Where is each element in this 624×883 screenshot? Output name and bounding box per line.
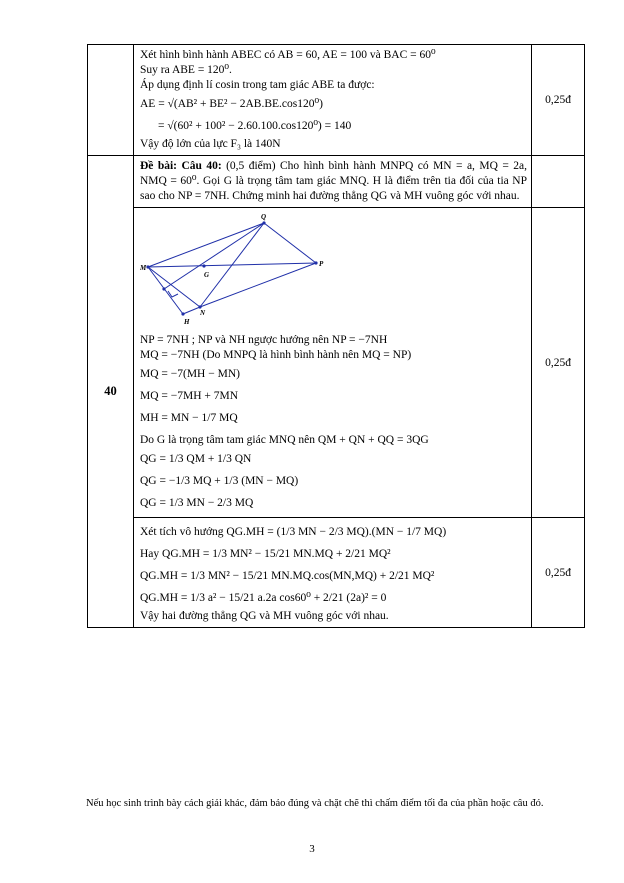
r3-line-5: MH = MN − 1/7 MQ [140,412,238,424]
r1-line-5: = √(60² + 100² − 2.60.100.cos120⁰) = 140 [158,120,352,132]
parallelogram-figure [140,211,340,329]
r4-line-5: Vậy hai đường thẳng QG và MH vuông góc với nhau. [140,610,389,622]
r1-line-3: Áp dụng định lí cosin trong tam giác ABE ta được: [140,79,375,91]
row-question-40-part-2 [88,518,585,628]
score-cell-2: 0,25đ [532,208,585,518]
row-question-39-end [88,45,585,156]
score-cell-1: 0,25đ [532,45,585,156]
grading-note: Nếu học sinh trình bày cách giải khác, đảm bảo đúng và chặt chẽ thì chấm điểm tối đa của phần hoặc câu đó. [86,798,544,809]
r3-line-7: QG = 1/3 QM + 1/3 QN [140,453,252,465]
score-cell-3: 0,25đ [532,518,585,628]
solution-cell-1 [134,45,532,156]
question-number-cell: 40 [88,156,134,628]
r3-line-2: MQ = −7NH (Do MNPQ là hình bình hành nên MQ = NP) [140,349,412,361]
segment-NH [183,307,200,314]
solution-table [87,44,585,628]
solution-cell-2 [134,208,532,518]
r4-line-3: QG.MH = 1/3 MN² − 15/21 MN.MQ.cos(MN,MQ) + 2/21 MQ² [140,570,435,582]
r1-line-1: Xét hình bình hành ABEC có AB = 60, AE = 100 và BAC = 60⁰ [140,49,436,61]
segment-QG [164,223,264,289]
problem-statement [140,159,527,204]
segment-MQ [148,223,264,267]
r3-line-6: Do G là trọng tâm tam giác MNQ nên QM + QN + QQ = 3QG [140,434,429,446]
label-H: H [184,318,190,326]
r4-line-4: QG.MH = 1/3 a² − 15/21 a.2a cos60⁰ + 2/21 (2a)² = 0 [140,592,387,604]
segment-QP [264,223,316,263]
segment-PN [200,263,316,307]
question-number-cell-empty [88,45,134,156]
label-M: M [140,264,147,272]
label-N: N [200,309,206,317]
r1-line-4: AE = √(AB² + BE² − 2AB.BE.cos120⁰) [140,98,323,110]
label-G: G [204,271,210,279]
label-P: P [319,260,324,268]
problem-statement-cell [134,156,532,208]
r4-line-1: Xét tích vô hướng QG.MH = (1/3 MN − 2/3 MQ).(MN − 1/7 MQ) [140,526,447,538]
problem-text: (0,5 điểm) Cho hình bình hành MNPQ có MN = a, MQ = 2a, NMQ = 60⁰. Gọi G là trọng tâm tam giác MNQ. H là điểm trên tia đối của tia NP sao cho NP = 7NH. Chứng minh hai đường thẳng QG và MH vuông góc với nhau. [140,160,527,202]
r3-line-9: QG = 1/3 MN − 2/3 MQ [140,497,254,509]
label-Q: Q [261,213,267,221]
row-question-40-part-1 [88,208,585,518]
row-question-40-statement [88,156,585,208]
r3-line-3: MQ = −7(MH − MN) [140,368,240,380]
page-number: 3 [309,843,315,855]
solution-cell-3 [134,518,532,628]
r1-line-6: Vậy độ lớn của lực F₃ là 140N [140,138,281,150]
problem-title: Đề bài: Câu 40: [140,160,222,172]
r3-line-4: MQ = −7MH + 7MN [140,390,239,402]
score-cell-empty [532,156,585,208]
r1-line-2: Suy ra ABE = 120⁰. [140,64,232,76]
r3-line-1: NP = 7NH ; NP và NH ngược hướng nên NP = −7NH [140,334,388,346]
segment-NM [148,267,200,307]
r4-line-2: Hay QG.MH = 1/3 MN² − 15/21 MN.MQ + 2/21 MQ² [140,548,391,560]
r3-line-8: QG = −1/3 MQ + 1/3 (MN − MQ) [140,475,299,487]
